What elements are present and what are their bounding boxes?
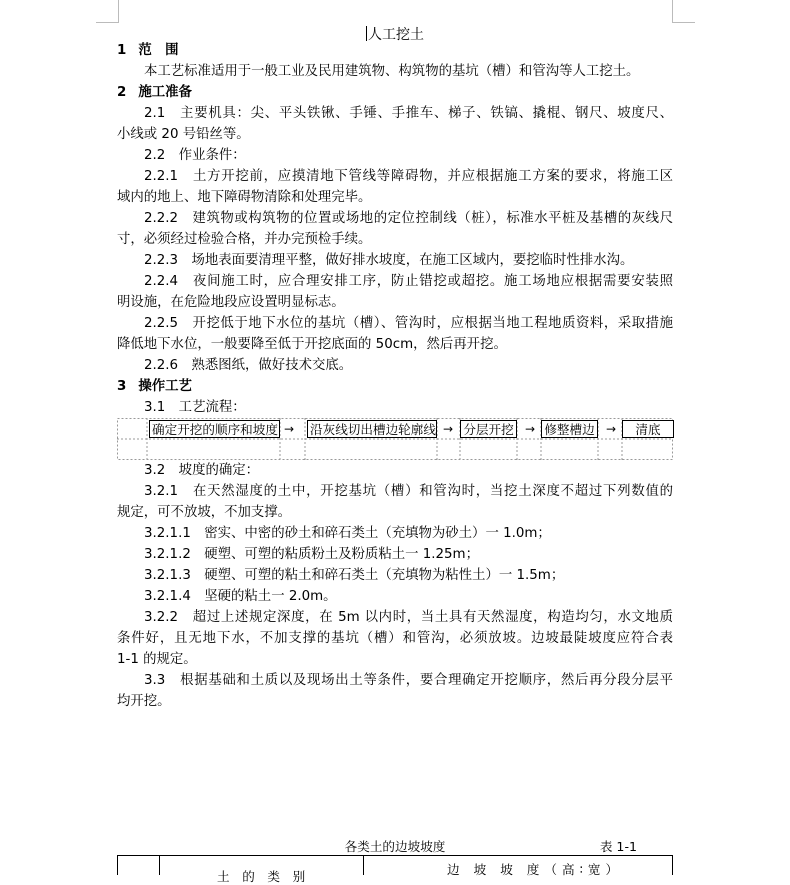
table-divider	[363, 856, 364, 875]
table-caption	[117, 836, 673, 854]
paragraph-line: 3.2.1.2 硬塑、可塑的粘质粉土及粉质粘土一 1.25m；	[144, 547, 479, 562]
paragraph-line: 2.2.2 建筑物或构筑物的位置或场地的定位控制线（桩），标准水平桩及基槽的灰线尺	[144, 211, 673, 226]
section-heading-1: 1 范 围	[117, 43, 179, 58]
page-corner-mark-right	[672, 0, 695, 23]
paragraph-line: 均开挖。	[117, 694, 171, 709]
table-divider	[159, 856, 160, 875]
slope-table[interactable]	[117, 855, 673, 884]
paragraph-line: 2.2.1 土方开挖前，应摸清地下管线等障碍物，并应根据施工方案的要求，将施工区	[144, 169, 673, 184]
flow-step-2: 沿灰线切出槽边轮廓线	[307, 420, 437, 438]
table-header-soil-type: 土 的 类 别	[217, 869, 306, 884]
flow-arrow-2: →	[443, 422, 454, 436]
paragraph-line: 3.2 坡度的确定：	[144, 463, 260, 478]
document-body[interactable]	[117, 40, 673, 712]
paragraph-line: 3.2.1.1 密实、中密的砂土和碎石类土（充填物为砂土）一 1.0m；	[144, 526, 551, 541]
paragraph-line: 寸，必须经过检验合格，并办完预检手续。	[117, 232, 372, 247]
page-corner-mark-left	[96, 0, 119, 23]
section-heading-3: 3 操作工艺	[117, 379, 192, 394]
paragraph-line: 3.2.1 在天然湿度的土中，开挖基坑（槽）和管沟时，当挖土深度不超过下列数值的	[144, 484, 673, 499]
text-cursor	[366, 26, 367, 41]
document-title[interactable]: 人工挖土	[368, 27, 424, 43]
flow-arrow-3: →	[525, 422, 536, 436]
process-flow-chart	[117, 418, 673, 460]
paragraph-line: 3.2.2 超过上述规定深度，在 5m 以内时，当土具有天然湿度，构造均匀，水文地质	[144, 610, 673, 625]
table-header-slope-ratio: 边 坡 坡 度（高∶宽）	[447, 862, 624, 877]
paragraph-line: 2.2.6 熟悉图纸，做好技术交底。	[144, 358, 353, 373]
paragraph-line: 2.2.4 夜间施工时，应合理安排工序，防止错挖或超挖。施工场地应根据需要安装照	[144, 274, 673, 289]
paragraph-line: 3.2.1.4 坚硬的粘土一 2.0m。	[144, 589, 337, 604]
paragraph-line: 规定，可不放坡，不加支撑。	[117, 505, 292, 520]
paragraph-line: 3.2.1.3 硬塑、可塑的粘土和碎石类土（充填物为粘性土）一 1.5m；	[144, 568, 565, 583]
table-number: 表 1-1	[599, 839, 637, 854]
paragraph-line: 小线或 20 号铅丝等。	[117, 127, 250, 142]
paragraph-line: 1-1 的规定。	[117, 652, 197, 667]
table-border-right	[672, 856, 673, 875]
paragraph-line: 条件好，且无地下水，不加支撑的基坑（槽）和管沟，必须放坡。边坡最陡坡度应符合表	[117, 631, 673, 646]
section-heading-2: 2 施工准备	[117, 85, 192, 100]
flow-arrow-4: →	[606, 422, 617, 436]
paragraph-line: 明设施，在危险地段应设置明显标志。	[117, 295, 345, 310]
paragraph-line: 降低地下水位，一般要降至低于开挖底面的 50cm，然后再开挖。	[117, 337, 507, 352]
paragraph-line: 2.2 作业条件：	[144, 148, 246, 163]
paragraph-scope: 本工艺标准适用于一般工业及民用建筑物、构筑物的基坑（槽）和管沟等人工挖土。	[144, 64, 640, 79]
flow-arrow-1: →	[284, 422, 295, 436]
paragraph-line: 2.2.5 开挖低于地下水位的基坑（槽）、管沟时，应根据当地工程地质资料，采取措施	[144, 316, 673, 331]
paragraph-line: 3.3 根据基础和土质以及现场出土等条件，要合理确定开挖顺序，然后再分段分层平	[144, 673, 673, 688]
flow-step-1: 确定开挖的顺序和坡度	[149, 420, 280, 438]
paragraph-line: 2.2.3 场地表面要清理平整，做好排水坡度，在施工区域内，要挖临时性排水沟。	[144, 253, 634, 268]
table-caption-title: 各类土的边坡坡度	[344, 839, 446, 854]
flow-step-3: 分层开挖	[460, 420, 517, 438]
paragraph-line: 3.1 工艺流程：	[144, 400, 246, 415]
table-border-left	[117, 856, 118, 875]
flow-step-5: 清底	[622, 420, 674, 438]
paragraph-line: 2.1 主要机具：尖、平头铁锹、手锤、手推车、梯子、铁镐、撬棍、钢尺、坡度尺、	[144, 106, 673, 121]
flow-step-4: 修整槽边	[541, 420, 598, 438]
paragraph-line: 域内的地上、地下障碍物清除和处理完毕。	[117, 190, 372, 205]
